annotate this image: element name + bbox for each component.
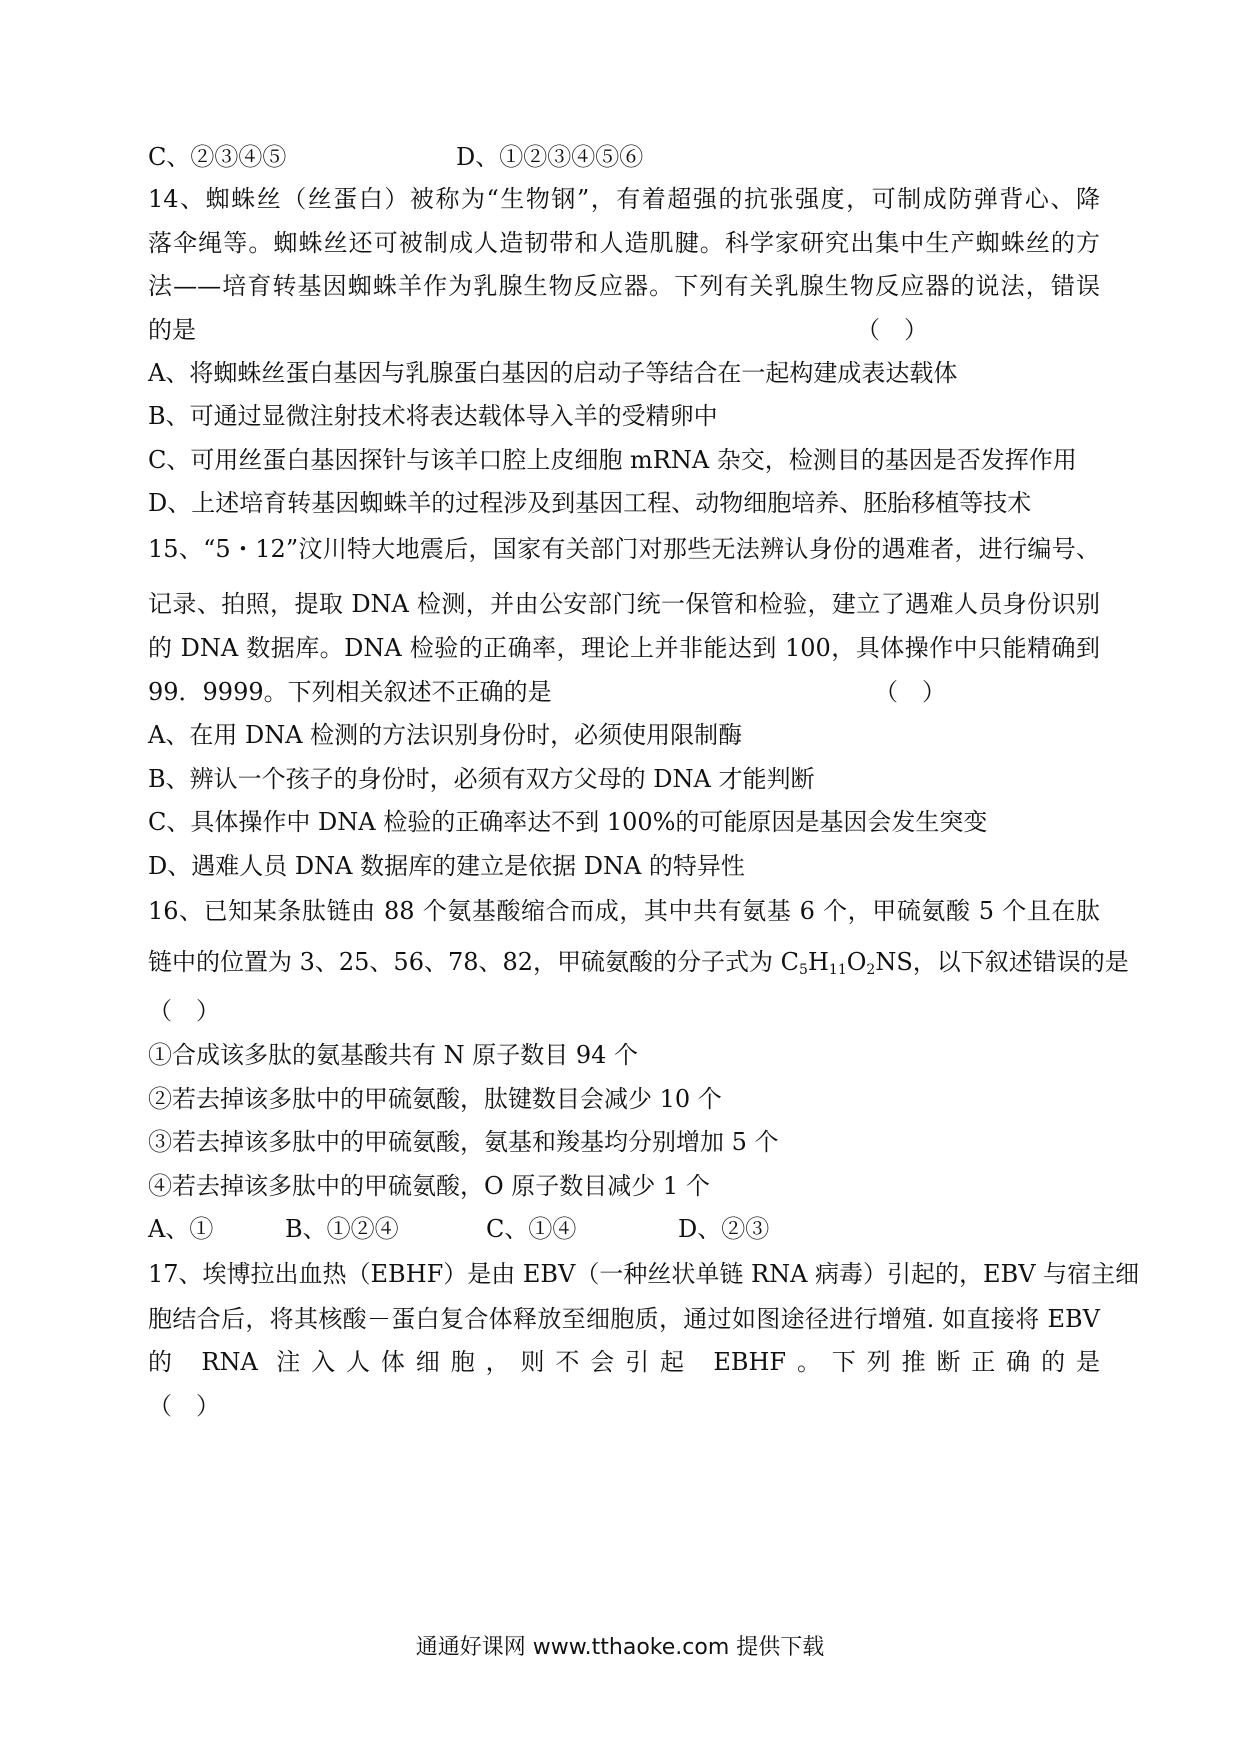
q14-line-1: 14、蜘蛛丝（丝蛋白）被称为“生物钢”，有着超强的抗张强度，可制成防弹背心、降: [148, 185, 1100, 213]
q15-option-b: B、辨认一个孩子的身份时，必须有双方父母的 DNA 才能判断: [148, 765, 815, 793]
q15-option-d: D、遇难人员 DNA 数据库的建立是依据 DNA 的特异性: [148, 852, 745, 880]
q14-line-3: 法——培育转基因蜘蛛羊作为乳腺生物反应器。下列有关乳腺生物反应器的说法，错误: [148, 272, 1100, 300]
q14-option-d: D、上述培育转基因蜘蛛羊的过程涉及到基因工程、动物细胞培养、胚胎移植等技术: [148, 489, 1032, 517]
q15-line-2: 记录、拍照，提取 DNA 检测，并由公安部门统一保管和检验，建立了遇难人员身份识别: [148, 590, 1100, 618]
q13-option-d: D、①②③④⑤⑥: [456, 143, 644, 171]
q14-line-4: [148, 314, 1100, 346]
q16-line-2: [148, 946, 1129, 978]
formula-element: O: [846, 948, 867, 976]
formula-subscript: 11: [828, 962, 847, 978]
q13-option-c: C、②③④⑤: [148, 143, 287, 171]
q16-option-c: C、①④: [486, 1215, 577, 1243]
q16-statement-2: ②若去掉该多肽中的甲硫氨酸，肽键数目会减少 10 个: [148, 1085, 722, 1113]
q15-option-a: A、在用 DNA 检测的方法识别身份时，必须使用限制酶: [148, 721, 743, 749]
q17-line-2: 胞结合后，将其核酸－蛋白复合体释放至细胞质，通过如图途径进行增殖. 如直接将 EBV: [148, 1305, 1100, 1333]
q14-option-a: A、将蜘蛛丝蛋白基因与乳腺蛋白基因的启动子等结合在一起构建成表达载体: [148, 359, 958, 387]
q16-option-d: D、②③: [678, 1215, 770, 1243]
q17-answer-blank: （ ）: [148, 1392, 220, 1420]
q15-option-c: C、具体操作中 DNA 检验的正确率达不到 100%的可能原因是基因会发生突变: [148, 808, 988, 836]
q16-statement-3: ③若去掉该多肽中的甲硫氨酸，氨基和羧基均分别增加 5 个: [148, 1128, 779, 1156]
q13-options: [148, 141, 1100, 173]
q16-line-2-end: NS，以下叙述错误的是: [875, 948, 1129, 976]
q14-option-b: B、可通过显微注射技术将表达载体导入羊的受精卵中: [148, 402, 718, 430]
q17-line-1: 17、埃博拉出血热（EBHF）是由 EBV（一种丝状单链 RNA 病毒）引起的，EBV 与宿主细: [148, 1260, 1140, 1288]
q16-line-1: 16、已知某条肽链由 88 个氨基酸缩合而成，其中共有氨基 6 个，甲硫氨酸 5 个且在肽: [148, 897, 1100, 925]
q16-statement-4: ④若去掉该多肽中的甲硫氨酸，O 原子数目减少 1 个: [148, 1172, 710, 1200]
q15-line-1: 15、“5・12”汶川特大地震后，国家有关部门对那些无法辨认身份的遇难者，进行编号、: [148, 535, 1100, 563]
q14-option-c: C、可用丝蛋白基因探针与该羊口腔上皮细胞 mRNA 杂交，检测目的基因是否发挥作用: [148, 446, 1077, 474]
q16-statement-1: ①合成该多肽的氨基酸共有 N 原子数目 94 个: [148, 1041, 639, 1069]
formula-subscript: 5: [799, 962, 808, 978]
q14-answer-blank: （ ）: [856, 316, 928, 344]
formula-element: H: [807, 948, 829, 976]
q16-options: [148, 1213, 1100, 1245]
q16-option-a: A、①: [148, 1215, 214, 1243]
q15-stem-end: 99．9999。下列相关叙述不正确的是: [148, 678, 552, 706]
q15-answer-blank: （ ）: [874, 678, 946, 706]
q16-option-b: B、①②④: [285, 1215, 399, 1243]
q15-line-4: [148, 676, 1100, 708]
q15-line-3: 的 DNA 数据库。DNA 检验的正确率，理论上并非能达到 100，具体操作中只能精确到: [148, 634, 1100, 662]
formula-subscript: 2: [866, 962, 876, 978]
q16-line-2-text: 链中的位置为 3、25、56、78、82，甲硫氨酸的分子式为 C: [148, 948, 800, 976]
q17-line-3: 的 RNA 注入人体细胞，则不会引起 EBHF。下列推断正确的是: [148, 1348, 1100, 1376]
q14-line-2: 落伞绳等。蜘蛛丝还可被制成人造韧带和人造肌腱。科学家研究出集中生产蜘蛛丝的方: [148, 229, 1100, 257]
page-footer: 通通好课网 www.tthaoke.com 提供下载: [415, 1635, 825, 1660]
q14-stem-end: 的是: [148, 316, 196, 344]
q16-answer-blank: （ ）: [148, 997, 220, 1025]
